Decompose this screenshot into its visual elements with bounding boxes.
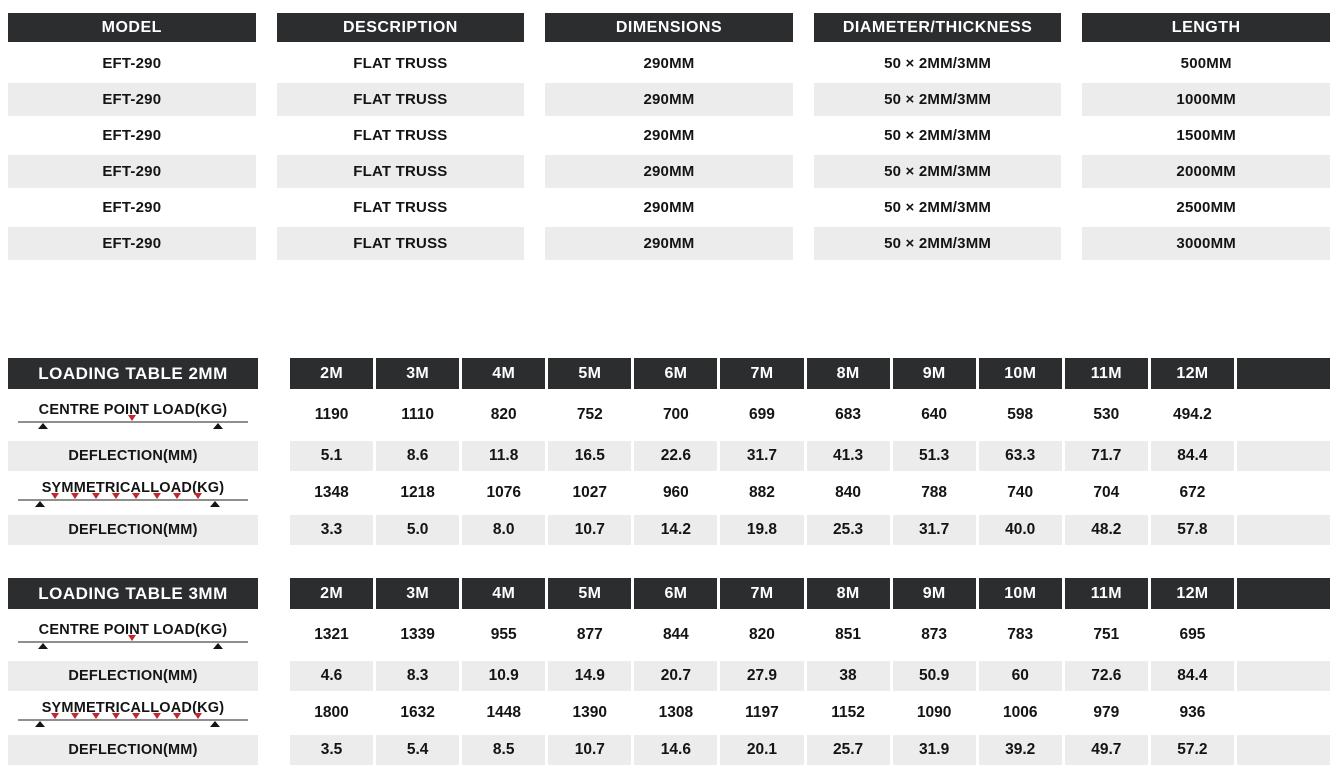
- row-label-cell: [8, 473, 258, 513]
- value-cell-empty: [1237, 611, 1330, 659]
- load-arrow-icon: [173, 713, 181, 719]
- span-column-header: 10M: [979, 578, 1062, 609]
- load-arrow-icon: [173, 493, 181, 499]
- value-cell: 14.2: [634, 515, 717, 545]
- spec-column-header: DESCRIPTION: [277, 13, 525, 42]
- spec-table-header-row: [8, 13, 1330, 42]
- value-cell: 3.5: [290, 735, 373, 765]
- spec-cell: EFT-290: [8, 83, 256, 116]
- value-cell: 8.5: [462, 735, 545, 765]
- row-label: SYMMETRICALLOAD(KG): [41, 700, 225, 716]
- value-cell: 63.3: [979, 441, 1062, 471]
- value-cell: 882: [749, 484, 775, 501]
- value-cell: 50.9: [893, 661, 976, 691]
- spec-table-body: [8, 47, 1330, 260]
- loading-table-row: [8, 735, 1330, 765]
- span-column-header: 11M: [1065, 578, 1148, 609]
- spec-cell: 3000MM: [1082, 227, 1330, 260]
- value-cell: 5.4: [376, 735, 459, 765]
- row-label: DEFLECTION(MM): [68, 448, 198, 464]
- spec-cell: 290MM: [643, 55, 695, 72]
- span-column-header: 7M: [720, 578, 803, 609]
- value-cell: 10.7: [548, 515, 631, 545]
- value-cell: 8.3: [376, 661, 459, 691]
- value-cell: 39.2: [979, 735, 1062, 765]
- value-cell: 851: [835, 626, 861, 643]
- spec-cell: 50 × 2MM/3MM: [814, 155, 1062, 188]
- row-label-cell: [8, 391, 258, 439]
- value-cell: 752: [576, 406, 603, 423]
- value-cell-empty: [1237, 735, 1330, 765]
- spec-column-header: DIMENSIONS: [545, 13, 793, 42]
- value-cell: 699: [749, 406, 775, 423]
- loading-table-row: [8, 693, 1330, 733]
- spec-cell: 290MM: [545, 83, 793, 116]
- value-cell: 1152: [831, 704, 865, 721]
- loading-table-title: LOADING TABLE 2MM: [8, 358, 258, 389]
- spec-cell: EFT-290: [8, 227, 256, 260]
- value-cell: 1348: [314, 484, 349, 501]
- value-cell: 960: [662, 484, 689, 501]
- centre-point-load-diagram: [18, 639, 248, 648]
- row-values-grid: [290, 611, 1330, 659]
- load-arrow-icon: [71, 493, 79, 499]
- value-cell: 1027: [572, 484, 608, 501]
- value-cell: 16.5: [548, 441, 631, 471]
- row-label-cell: [8, 611, 258, 659]
- value-cell: 1632: [400, 704, 435, 721]
- value-cell: 1448: [486, 704, 521, 721]
- spec-cell: 1500MM: [1176, 127, 1236, 144]
- row-values-grid: [290, 515, 1330, 545]
- value-cell-empty: [1237, 693, 1330, 733]
- value-cell: 640: [921, 406, 948, 423]
- value-cell: 820: [749, 626, 775, 643]
- value-cell: 1076: [486, 484, 521, 501]
- value-cell: 1339: [400, 626, 435, 643]
- value-cell: 700: [662, 406, 689, 423]
- span-column-header: 12M: [1151, 358, 1234, 389]
- support-icon: [210, 501, 220, 507]
- value-cell: 11.8: [462, 441, 545, 471]
- value-cell: 31.7: [893, 515, 976, 545]
- row-label: DEFLECTION(MM): [68, 522, 198, 538]
- span-column-header: 3M: [376, 358, 459, 389]
- loading-table-row: [8, 515, 1330, 545]
- value-cell-empty: [1237, 441, 1330, 471]
- span-column-header-empty: [1237, 578, 1330, 609]
- spec-cell: FLAT TRUSS: [353, 127, 448, 144]
- load-arrow-icon: [153, 713, 161, 719]
- span-column-header: 2M: [290, 358, 373, 389]
- row-label: CENTRE POINT LOAD(KG): [38, 402, 228, 418]
- loading-table-3mm: [8, 578, 1330, 765]
- value-cell: 751: [1093, 626, 1120, 643]
- row-values-grid: [290, 693, 1330, 733]
- loading-table-row: [8, 473, 1330, 513]
- value-cell: 1006: [1002, 704, 1038, 721]
- spec-cell: 290MM: [545, 227, 793, 260]
- row-label-cell: [8, 515, 258, 545]
- support-icon: [210, 721, 220, 727]
- spec-cell: 1000MM: [1082, 83, 1330, 116]
- loading-table-row: [8, 391, 1330, 439]
- spec-cell: FLAT TRUSS: [277, 83, 525, 116]
- value-cell: 936: [1179, 704, 1206, 721]
- load-arrow-icon: [132, 493, 140, 499]
- row-values-grid: [290, 735, 1330, 765]
- value-cell: 740: [1007, 484, 1034, 501]
- value-cell: 10.9: [462, 661, 545, 691]
- value-cell-empty: [1237, 391, 1330, 439]
- span-column-header: 4M: [462, 578, 545, 609]
- load-arrow-icon: [92, 713, 100, 719]
- span-column-header: 6M: [634, 358, 717, 389]
- row-label-cell: [8, 661, 258, 691]
- support-icon: [35, 501, 45, 507]
- value-cell: 1197: [745, 704, 779, 721]
- load-arrow-icon: [112, 713, 120, 719]
- value-cell: 1308: [658, 704, 694, 721]
- span-column-header: 10M: [979, 358, 1062, 389]
- value-cell: 49.7: [1065, 735, 1148, 765]
- loading-table-row: [8, 611, 1330, 659]
- value-cell: 955: [490, 626, 517, 643]
- value-cell: 84.4: [1151, 441, 1234, 471]
- row-label: DEFLECTION(MM): [68, 668, 198, 684]
- spec-cell: 500MM: [1180, 55, 1232, 72]
- value-cell: 788: [921, 484, 948, 501]
- row-values-grid: [290, 441, 1330, 471]
- span-column-header: 2M: [290, 578, 373, 609]
- span-column-header: 5M: [548, 578, 631, 609]
- load-arrow-icon: [128, 415, 136, 421]
- value-cell: 25.3: [807, 515, 890, 545]
- value-cell: 598: [1007, 406, 1034, 423]
- load-arrow-icon: [51, 713, 59, 719]
- span-column-header: 5M: [548, 358, 631, 389]
- spec-cell: 290MM: [545, 155, 793, 188]
- loading-table-title: LOADING TABLE 3MM: [8, 578, 258, 609]
- value-cell: 783: [1007, 626, 1034, 643]
- load-arrow-icon: [71, 713, 79, 719]
- value-cell: 38: [807, 661, 890, 691]
- load-arrow-icon: [128, 635, 136, 641]
- support-icon: [213, 643, 223, 649]
- value-cell: 844: [662, 626, 689, 643]
- value-cell: 48.2: [1065, 515, 1148, 545]
- value-cell: 873: [921, 626, 948, 643]
- spec-cell: 290MM: [643, 127, 695, 144]
- value-cell: 40.0: [979, 515, 1062, 545]
- value-cell: 14.9: [548, 661, 631, 691]
- value-cell: 1800: [314, 704, 349, 721]
- value-cell: 530: [1093, 406, 1120, 423]
- value-cell: 8.6: [376, 441, 459, 471]
- value-cell: 20.7: [634, 661, 717, 691]
- loading-table-row: [8, 661, 1330, 691]
- row-values-grid: [290, 661, 1330, 691]
- spec-cell: EFT-290: [102, 127, 162, 144]
- span-column-header: 7M: [720, 358, 803, 389]
- load-arrow-icon: [194, 713, 202, 719]
- value-cell: 1190: [314, 406, 349, 423]
- spec-cell: EFT-290: [8, 155, 256, 188]
- value-cell: 840: [835, 484, 861, 501]
- loading-table-header-row: [8, 358, 1330, 389]
- value-cell: 31.9: [893, 735, 976, 765]
- value-cell: 1321: [314, 626, 349, 643]
- value-cell: 51.3: [893, 441, 976, 471]
- value-cell: 57.2: [1151, 735, 1234, 765]
- value-cell: 14.6: [634, 735, 717, 765]
- span-header-grid: [290, 358, 1330, 389]
- load-arrow-icon: [132, 713, 140, 719]
- support-icon: [38, 643, 48, 649]
- spec-cell: 50 × 2MM/3MM: [884, 55, 992, 72]
- loading-table-header-row: [8, 578, 1330, 609]
- value-cell: 5.0: [376, 515, 459, 545]
- row-label: DEFLECTION(MM): [68, 742, 198, 758]
- spec-column-header: LENGTH: [1082, 13, 1330, 42]
- value-cell: 84.4: [1151, 661, 1234, 691]
- loading-table-2mm: [8, 358, 1330, 545]
- row-values-grid: [290, 473, 1330, 513]
- spec-cell: FLAT TRUSS: [277, 227, 525, 260]
- spec-cell: 2000MM: [1082, 155, 1330, 188]
- value-cell: 1110: [401, 406, 434, 423]
- row-label-cell: [8, 693, 258, 733]
- spec-column-header: MODEL: [8, 13, 256, 42]
- spec-cell: 2500MM: [1176, 199, 1236, 216]
- value-cell: 979: [1093, 704, 1120, 721]
- value-cell: 19.8: [720, 515, 803, 545]
- support-icon: [35, 721, 45, 727]
- row-label-cell: [8, 735, 258, 765]
- spec-cell: EFT-290: [102, 55, 162, 72]
- load-arrow-icon: [112, 493, 120, 499]
- value-cell: 8.0: [462, 515, 545, 545]
- value-cell: 5.1: [290, 441, 373, 471]
- spec-cell: EFT-290: [102, 199, 162, 216]
- value-cell: 57.8: [1151, 515, 1234, 545]
- row-label-cell: [8, 441, 258, 471]
- value-cell: 71.7: [1065, 441, 1148, 471]
- spec-cell: 50 × 2MM/3MM: [814, 83, 1062, 116]
- spec-cell: 50 × 2MM/3MM: [814, 227, 1062, 260]
- value-cell: 695: [1179, 626, 1206, 643]
- spec-cell: 50 × 2MM/3MM: [884, 199, 992, 216]
- row-label: CENTRE POINT LOAD(KG): [38, 622, 228, 638]
- load-arrow-icon: [92, 493, 100, 499]
- span-column-header: 9M: [893, 578, 976, 609]
- symmetrical-load-diagram: [18, 497, 248, 506]
- span-column-header: 8M: [807, 358, 890, 389]
- value-cell-empty: [1237, 515, 1330, 545]
- value-cell: 820: [490, 406, 517, 423]
- value-cell-empty: [1237, 661, 1330, 691]
- load-arrow-icon: [153, 493, 161, 499]
- value-cell: 25.7: [807, 735, 890, 765]
- span-column-header: 6M: [634, 578, 717, 609]
- value-cell: 4.6: [290, 661, 373, 691]
- support-icon: [38, 423, 48, 429]
- value-cell: 31.7: [720, 441, 803, 471]
- value-cell: 60: [979, 661, 1062, 691]
- support-icon: [213, 423, 223, 429]
- row-values-grid: [290, 391, 1330, 439]
- value-cell: 1090: [916, 704, 952, 721]
- spec-cell: FLAT TRUSS: [277, 155, 525, 188]
- spec-cell: 50 × 2MM/3MM: [884, 127, 992, 144]
- span-column-header: 11M: [1065, 358, 1148, 389]
- spec-cell: 290MM: [643, 199, 695, 216]
- value-cell: 10.7: [548, 735, 631, 765]
- value-cell: 494.2: [1172, 406, 1212, 423]
- span-column-header: 12M: [1151, 578, 1234, 609]
- value-cell: 22.6: [634, 441, 717, 471]
- spec-cell: FLAT TRUSS: [353, 199, 448, 216]
- value-cell-empty: [1237, 473, 1330, 513]
- value-cell: 72.6: [1065, 661, 1148, 691]
- span-column-header: 8M: [807, 578, 890, 609]
- spec-cell: FLAT TRUSS: [353, 55, 448, 72]
- value-cell: 27.9: [720, 661, 803, 691]
- value-cell: 41.3: [807, 441, 890, 471]
- span-column-header: 9M: [893, 358, 976, 389]
- value-cell: 704: [1093, 484, 1120, 501]
- centre-point-load-diagram: [18, 419, 248, 428]
- value-cell: 683: [835, 406, 861, 423]
- spec-column-header: DIAMETER/THICKNESS: [814, 13, 1062, 42]
- load-arrow-icon: [194, 493, 202, 499]
- value-cell: 1390: [572, 704, 608, 721]
- span-column-header: 4M: [462, 358, 545, 389]
- row-label: SYMMETRICALLOAD(KG): [41, 480, 225, 496]
- span-column-header-empty: [1237, 358, 1330, 389]
- value-cell: 672: [1179, 484, 1206, 501]
- span-header-grid: [290, 578, 1330, 609]
- loading-table-row: [8, 441, 1330, 471]
- span-column-header: 3M: [376, 578, 459, 609]
- value-cell: 1218: [400, 484, 435, 501]
- symmetrical-load-diagram: [18, 717, 248, 726]
- load-arrow-icon: [51, 493, 59, 499]
- value-cell: 877: [576, 626, 603, 643]
- value-cell: 20.1: [720, 735, 803, 765]
- spec-table: [8, 13, 1330, 260]
- value-cell: 3.3: [290, 515, 373, 545]
